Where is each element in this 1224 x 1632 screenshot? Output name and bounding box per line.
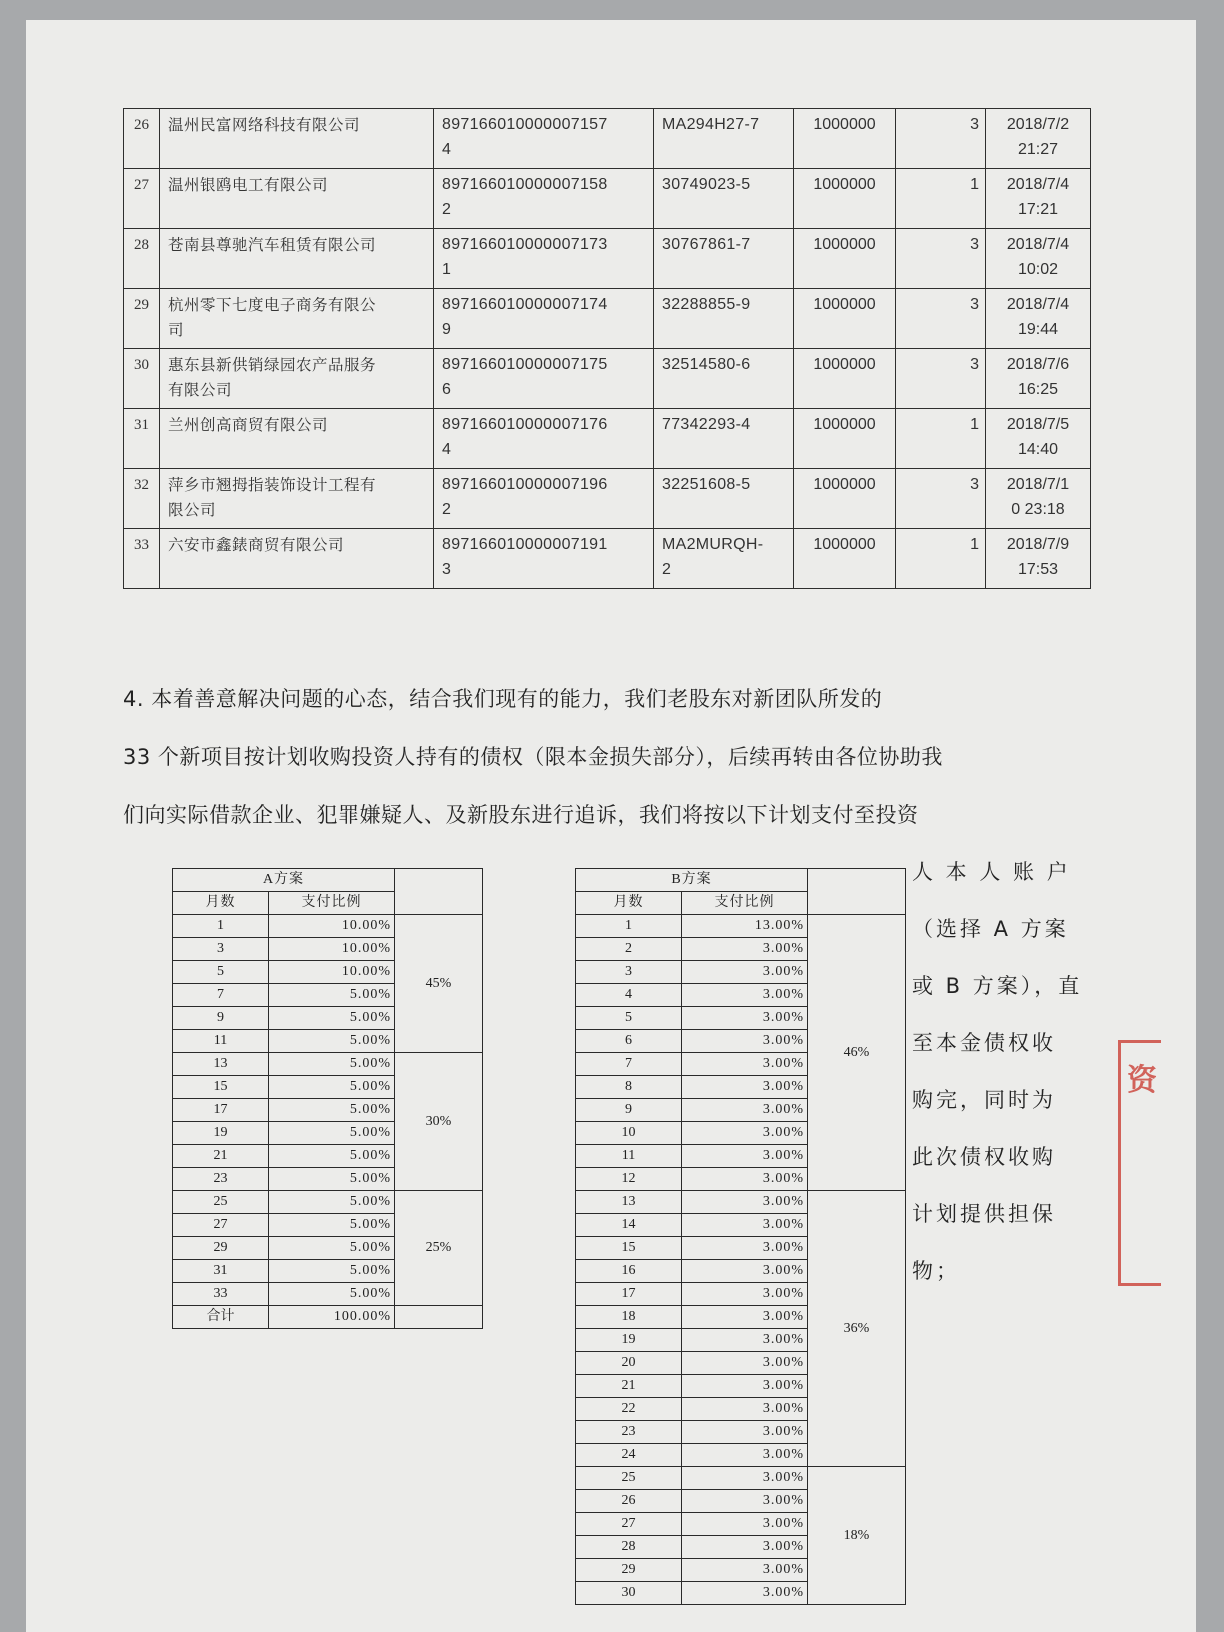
plan-row [173,915,483,938]
side-line: 或 B 方案），直 [912,974,1083,998]
month-cell: 9 [576,1099,682,1122]
plan-title-row [576,869,906,892]
loan-amount: 1000000 [794,349,896,409]
month-cell: 23 [576,1421,682,1444]
loan-date [986,109,1091,169]
loan-date [986,169,1091,229]
month-cell: 20 [576,1352,682,1375]
ratio-cell: 3.00% [682,1076,808,1099]
ratio-cell: 3.00% [682,1145,808,1168]
blank-cell [395,892,483,915]
ratio-cell: 5.00% [269,1122,395,1145]
org-code [654,289,794,349]
ratio-cell: 3.00% [682,1329,808,1352]
cell-line: 21:27 [1017,141,1059,158]
month-cell: 13 [576,1191,682,1214]
side-line: 至本金债权收 [912,1031,1056,1055]
total-value: 100.00% [269,1306,395,1329]
cell-line: 2 [442,501,452,518]
ratio-cell: 5.00% [269,1237,395,1260]
month-cell: 18 [576,1306,682,1329]
red-seal-stamp [1118,1040,1161,1286]
group-subtotal: 30% [395,1053,483,1191]
ratio-cell: 5.00% [269,1007,395,1030]
cell-line: 惠东县新供销绿园农产品服务 [168,356,377,374]
ratio-cell: 3.00% [682,1122,808,1145]
plan-title: B方案 [576,869,808,892]
blank-cell [808,869,906,892]
month-cell: 21 [576,1375,682,1398]
org-code [654,169,794,229]
cell-line: 9 [442,321,452,338]
loan-amount: 1000000 [794,409,896,469]
ratio-cell: 3.00% [682,1099,808,1122]
month-cell: 11 [576,1145,682,1168]
cell-line: 897166010000007176 [442,416,608,433]
group-subtotal: 18% [808,1467,906,1605]
month-cell: 29 [576,1559,682,1582]
loan-project-table [123,108,1091,589]
month-cell: 27 [576,1513,682,1536]
cell-line: 兰州创高商贸有限公司 [168,416,329,434]
month-cell: 2 [576,938,682,961]
ratio-cell: 3.00% [682,1421,808,1444]
cell-line: 2018/7/6 [1006,356,1070,373]
row-number: 30 [124,349,160,409]
cell-line: 897166010000007196 [442,476,608,493]
stamp-text: 资 [1127,1063,1157,1098]
cell-line: 3 [442,561,452,578]
paragraph-line: 们向实际借款企业、犯罪嫌疑人、及新股东进行追诉，我们将按以下计划支付至投资 [123,803,919,827]
total-label: 合计 [173,1306,269,1329]
ratio-cell: 3.00% [682,1191,808,1214]
month-cell: 12 [576,1168,682,1191]
month-cell: 8 [576,1076,682,1099]
cell-line: 0 23:18 [1011,501,1065,518]
row-number: 29 [124,289,160,349]
paragraph-line: 4. 本着善意解决问题的心态，结合我们现有的能力，我们老股东对新团队所发的 [123,687,883,711]
month-header: 月数 [173,892,269,915]
cell-line: 32514580-6 [662,356,751,373]
row-number: 28 [124,229,160,289]
company-name [160,409,434,469]
month-cell: 26 [576,1490,682,1513]
blank-cell [808,892,906,915]
ratio-cell: 3.00% [682,1352,808,1375]
plan-a-table [172,868,483,1329]
plan-title: A方案 [173,869,395,892]
ratio-header: 支付比例 [682,892,808,915]
cell-line: 萍乡市翘拇指装饰设计工程有 [168,476,377,494]
loan-term: 3 [896,289,986,349]
month-cell: 27 [173,1214,269,1237]
loan-date [986,469,1091,529]
month-cell: 1 [173,915,269,938]
cell-line: MA294H27-7 [662,116,760,133]
ratio-cell: 3.00% [682,1214,808,1237]
month-cell: 11 [173,1030,269,1053]
table-row [124,469,1091,529]
ratio-cell: 3.00% [682,984,808,1007]
loan-amount: 1000000 [794,289,896,349]
loan-amount: 1000000 [794,469,896,529]
plan-row [576,915,906,938]
table-row [124,229,1091,289]
org-code [654,109,794,169]
ratio-cell: 3.00% [682,1237,808,1260]
cell-line: 897166010000007158 [442,176,608,193]
ratio-cell: 10.00% [269,938,395,961]
month-header: 月数 [576,892,682,915]
cell-line: 897166010000007173 [442,236,608,253]
plan-row [576,1467,906,1490]
ratio-cell: 5.00% [269,1260,395,1283]
cell-line: 司 [168,321,185,339]
ratio-cell: 3.00% [682,1260,808,1283]
company-name [160,169,434,229]
month-cell: 9 [173,1007,269,1030]
row-number: 27 [124,169,160,229]
side-line: 此次债权收购 [912,1145,1056,1169]
cell-line: 897166010000007157 [442,116,608,133]
month-cell: 13 [173,1053,269,1076]
month-cell: 28 [576,1536,682,1559]
cell-line: 2018/7/4 [1006,176,1070,193]
month-cell: 16 [576,1260,682,1283]
month-cell: 7 [576,1053,682,1076]
ratio-cell: 5.00% [269,1076,395,1099]
cell-line: 限公司 [168,501,217,519]
paragraph-line: 33 个新项目按计划收购投资人持有的债权（限本金损失部分），后续再转由各位协助我 [123,745,943,769]
ratio-cell: 3.00% [682,1398,808,1421]
loan-term: 3 [896,349,986,409]
group-subtotal: 46% [808,915,906,1191]
month-cell: 29 [173,1237,269,1260]
loan-amount: 1000000 [794,169,896,229]
cell-line: 4 [442,441,452,458]
loan-term: 1 [896,529,986,589]
ratio-cell: 5.00% [269,1214,395,1237]
account-number [434,229,654,289]
cell-line: 77342293-4 [662,416,751,433]
ratio-cell: 3.00% [682,1490,808,1513]
ratio-cell: 3.00% [682,1053,808,1076]
cell-line: 897166010000007175 [442,356,608,373]
ratio-cell: 3.00% [682,1559,808,1582]
cell-line: 897166010000007174 [442,296,608,313]
plan-row [173,1053,483,1076]
cell-line: 32288855-9 [662,296,751,313]
month-cell: 24 [576,1444,682,1467]
ratio-cell: 3.00% [682,1283,808,1306]
month-cell: 15 [173,1076,269,1099]
loan-term: 3 [896,469,986,529]
plan-total-row [173,1306,483,1329]
cell-line: 有限公司 [168,381,233,399]
month-cell: 25 [173,1191,269,1214]
month-cell: 19 [576,1329,682,1352]
cell-line: 32251608-5 [662,476,751,493]
loan-date [986,529,1091,589]
ratio-cell: 3.00% [682,1444,808,1467]
cell-line: 2018/7/5 [1006,416,1070,433]
plan-header-row [576,892,906,915]
cell-line: 897166010000007191 [442,536,608,553]
table-row [124,349,1091,409]
plan-title-row [173,869,483,892]
cell-line: 2 [442,201,452,218]
row-number: 26 [124,109,160,169]
month-cell: 21 [173,1145,269,1168]
month-cell: 19 [173,1122,269,1145]
month-cell: 5 [576,1007,682,1030]
org-code [654,229,794,289]
loan-term: 1 [896,169,986,229]
cell-line: 温州银鸥电工有限公司 [168,176,329,194]
cell-line: 2018/7/1 [1006,476,1070,493]
cell-line: 杭州零下七度电子商务有限公 [168,296,377,314]
ratio-cell: 3.00% [682,1007,808,1030]
month-cell: 23 [173,1168,269,1191]
company-name [160,349,434,409]
cell-line: 30767861-7 [662,236,751,253]
side-line: 人 本 人 账 户 [912,860,1071,884]
month-cell: 17 [173,1099,269,1122]
cell-line: 2018/7/2 [1006,116,1070,133]
side-line: 购完，同时为 [912,1088,1056,1112]
table-row [124,109,1091,169]
ratio-cell: 5.00% [269,1145,395,1168]
ratio-cell: 3.00% [682,1168,808,1191]
side-line: （选择 A 方案 [912,917,1069,941]
org-code [654,529,794,589]
row-number: 31 [124,409,160,469]
cell-line: 17:53 [1017,561,1059,578]
cell-line: 10:02 [1017,261,1059,278]
table-row [124,529,1091,589]
side-line: 物； [912,1259,960,1283]
plan-row [576,1191,906,1214]
loan-date [986,409,1091,469]
ratio-cell: 3.00% [682,1582,808,1605]
ratio-cell: 5.00% [269,1099,395,1122]
cell-line: 16:25 [1017,381,1059,398]
ratio-cell: 3.00% [682,1375,808,1398]
month-cell: 30 [576,1582,682,1605]
cell-line: 2 [662,561,672,578]
cell-line: 19:44 [1017,321,1059,338]
cell-line: 1 [442,261,452,278]
group-subtotal: 45% [395,915,483,1053]
cell-line: 14:40 [1017,441,1059,458]
month-cell: 33 [173,1283,269,1306]
side-line: 计划提供担保 [912,1202,1056,1226]
group-subtotal: 36% [808,1191,906,1467]
month-cell: 15 [576,1237,682,1260]
table-row [124,409,1091,469]
company-name [160,229,434,289]
cell-line: 六安市鑫錶商贸有限公司 [168,536,345,554]
account-number [434,289,654,349]
cell-line: 温州民富网络科技有限公司 [168,116,361,134]
ratio-cell: 5.00% [269,984,395,1007]
account-number [434,109,654,169]
blank-cell [395,869,483,892]
loan-amount: 1000000 [794,229,896,289]
month-cell: 3 [576,961,682,984]
cell-line: 6 [442,381,452,398]
account-number [434,349,654,409]
month-cell: 5 [173,961,269,984]
cell-line: 2018/7/9 [1006,536,1070,553]
cell-line: 4 [442,141,452,158]
ratio-cell: 10.00% [269,961,395,984]
company-name [160,109,434,169]
ratio-cell: 5.00% [269,1030,395,1053]
loan-term: 1 [896,409,986,469]
cell-line: 17:21 [1017,201,1059,218]
ratio-cell: 3.00% [682,1030,808,1053]
org-code [654,349,794,409]
cell-line: 苍南县尊驰汽车租赁有限公司 [168,236,377,254]
month-cell: 22 [576,1398,682,1421]
ratio-cell: 3.00% [682,1536,808,1559]
ratio-header: 支付比例 [269,892,395,915]
ratio-cell: 3.00% [682,1467,808,1490]
month-cell: 1 [576,915,682,938]
ratio-cell: 5.00% [269,1283,395,1306]
month-cell: 14 [576,1214,682,1237]
account-number [434,529,654,589]
ratio-cell: 5.00% [269,1168,395,1191]
row-number: 32 [124,469,160,529]
month-cell: 10 [576,1122,682,1145]
month-cell: 4 [576,984,682,1007]
row-number: 33 [124,529,160,589]
company-name [160,289,434,349]
month-cell: 6 [576,1030,682,1053]
loan-date [986,289,1091,349]
month-cell: 3 [173,938,269,961]
ratio-cell: 5.00% [269,1053,395,1076]
ratio-cell: 5.00% [269,1191,395,1214]
cell-line: MA2MURQH- [662,536,764,553]
paragraph-side-text [912,844,1092,1300]
ratio-cell: 3.00% [682,1306,808,1329]
group-subtotal: 25% [395,1191,483,1306]
plan-b-table [575,868,906,1605]
blank-cell [395,1306,483,1329]
account-number [434,469,654,529]
cell-line: 2018/7/4 [1006,296,1070,313]
cell-line: 2018/7/4 [1006,236,1070,253]
loan-date [986,229,1091,289]
month-cell: 25 [576,1467,682,1490]
org-code [654,409,794,469]
account-number [434,169,654,229]
month-cell: 7 [173,984,269,1007]
table-row [124,289,1091,349]
org-code [654,469,794,529]
plan-row [173,1191,483,1214]
company-name [160,529,434,589]
ratio-cell: 3.00% [682,961,808,984]
loan-amount: 1000000 [794,109,896,169]
cell-line: 30749023-5 [662,176,751,193]
ratio-cell: 3.00% [682,938,808,961]
account-number [434,409,654,469]
ratio-cell: 13.00% [682,915,808,938]
month-cell: 31 [173,1260,269,1283]
company-name [160,469,434,529]
loan-date [986,349,1091,409]
ratio-cell: 3.00% [682,1513,808,1536]
loan-term: 3 [896,229,986,289]
ratio-cell: 10.00% [269,915,395,938]
month-cell: 17 [576,1283,682,1306]
clause-4-paragraph [123,670,1085,844]
plan-header-row [173,892,483,915]
loan-term: 3 [896,109,986,169]
table-row [124,169,1091,229]
loan-amount: 1000000 [794,529,896,589]
